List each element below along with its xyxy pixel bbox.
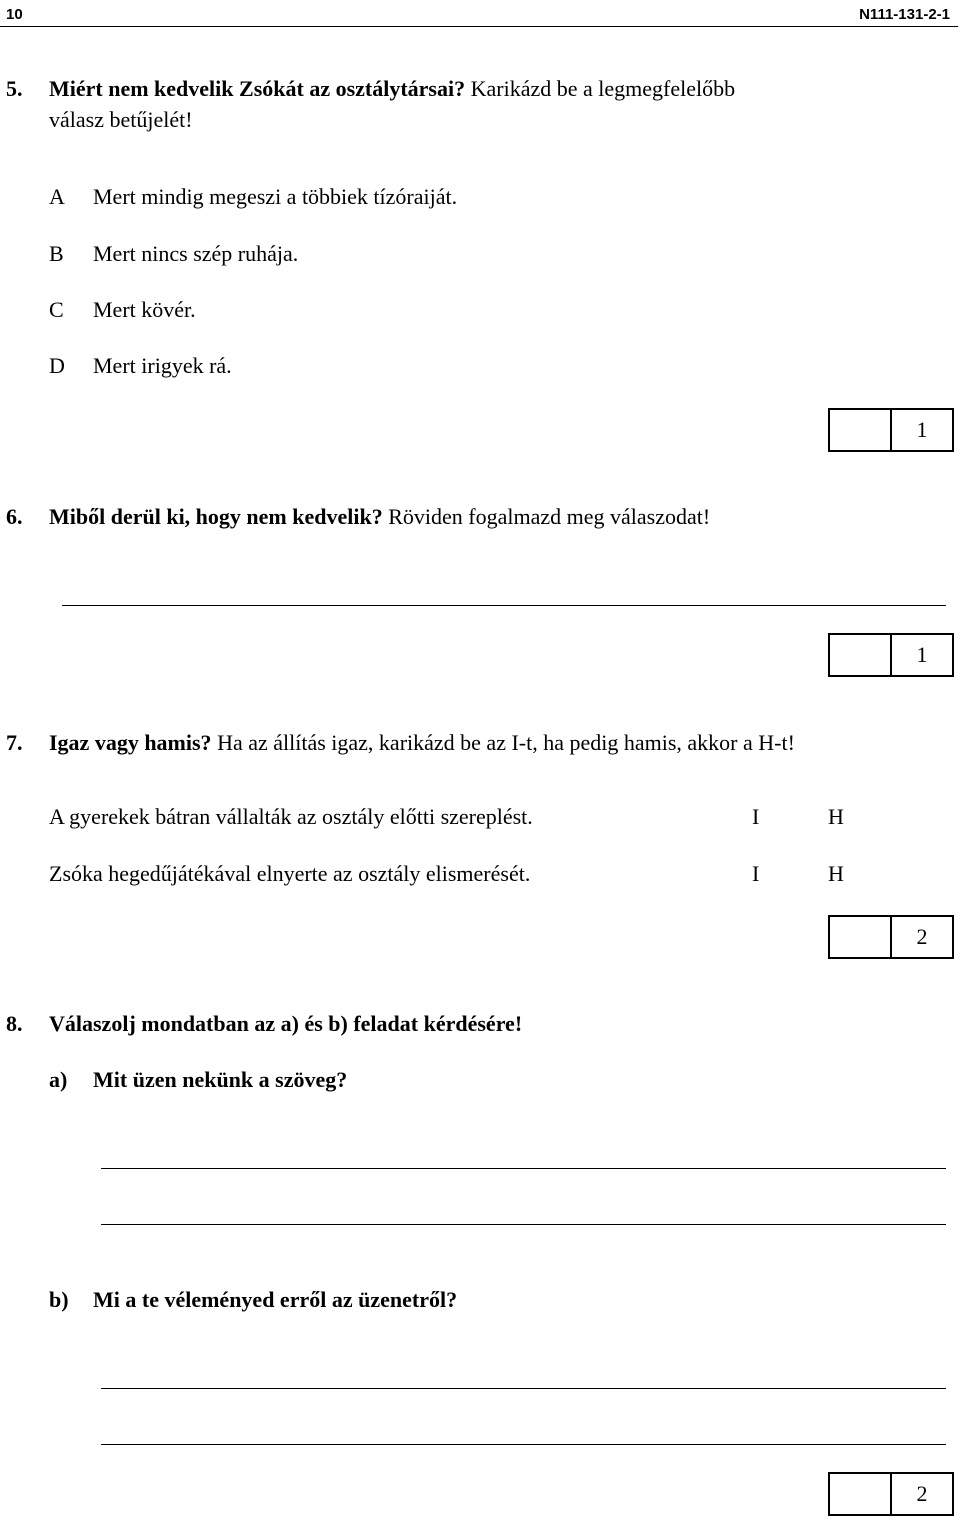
score-entry-cell[interactable]	[830, 410, 892, 450]
question-5-text	[49, 76, 735, 102]
statement-text: Zsóka hegedűjátékával elnyerte az osztály elismerését.	[49, 861, 531, 886]
true-choice[interactable]: I	[752, 861, 760, 886]
answer-line[interactable]	[101, 1388, 946, 1389]
answer-line[interactable]	[101, 1224, 946, 1225]
false-choice[interactable]: H	[828, 804, 844, 829]
page-number: 10	[6, 6, 23, 23]
question-7-instruction: Ha az állítás igaz, karikázd be az I-t, ha pedig hamis, akkor a H-t!	[217, 730, 795, 755]
answer-line[interactable]	[62, 605, 946, 606]
score-box-q5	[828, 408, 954, 452]
score-entry-cell[interactable]	[830, 1474, 892, 1514]
part-question: Mi a te véleményed erről az üzenetről?	[93, 1287, 458, 1312]
option-letter[interactable]: A	[49, 184, 65, 209]
option-letter[interactable]: C	[49, 297, 64, 322]
false-choice[interactable]: H	[828, 861, 844, 886]
option-letter[interactable]: B	[49, 241, 64, 266]
question-6-title: Miből derül ki, hogy nem kedvelik?	[49, 504, 383, 529]
header-divider	[0, 26, 958, 27]
max-points: 2	[916, 1481, 928, 1506]
question-number: 7.	[6, 730, 23, 755]
part-label: a)	[49, 1067, 68, 1092]
question-5-title: Miért nem kedvelik Zsókát az osztálytársai?	[49, 76, 466, 101]
document-code: N111-131-2-1	[859, 6, 950, 23]
max-points: 1	[916, 417, 928, 442]
question-5-instruction-cont: válasz betűjelét!	[49, 107, 193, 132]
answer-line[interactable]	[101, 1444, 946, 1445]
max-points: 1	[916, 642, 928, 667]
statement-text: A gyerekek bátran vállalták az osztály előtti szereplést.	[49, 804, 533, 829]
question-number: 6.	[6, 504, 23, 529]
answer-line[interactable]	[101, 1168, 946, 1169]
score-box-q7	[828, 915, 954, 959]
question-5-instruction: Karikázd be a legmegfelelőbb	[470, 76, 736, 101]
option-text: Mert mindig megeszi a többiek tízóraiját.	[93, 184, 458, 209]
score-box-q8	[828, 1472, 954, 1516]
question-7-text	[49, 730, 795, 756]
option-letter[interactable]: D	[49, 353, 65, 378]
question-number: 5.	[6, 76, 23, 101]
option-text: Mert nincs szép ruhája.	[93, 241, 299, 266]
question-number: 8.	[6, 1011, 23, 1036]
question-8-title: Válaszolj mondatban az a) és b) feladat kérdésére!	[49, 1011, 523, 1036]
part-label: b)	[49, 1287, 69, 1312]
score-entry-cell[interactable]	[830, 917, 892, 957]
option-text: Mert irigyek rá.	[93, 353, 232, 378]
score-entry-cell[interactable]	[830, 635, 892, 675]
true-choice[interactable]: I	[752, 804, 760, 829]
max-points: 2	[916, 924, 928, 949]
score-box-q6	[828, 633, 954, 677]
question-6-instruction: Röviden fogalmazd meg válaszodat!	[388, 504, 711, 529]
option-text: Mert kövér.	[93, 297, 196, 322]
question-6-text	[49, 504, 710, 530]
part-question: Mit üzen nekünk a szöveg?	[93, 1067, 348, 1092]
question-7-title: Igaz vagy hamis?	[49, 730, 212, 755]
